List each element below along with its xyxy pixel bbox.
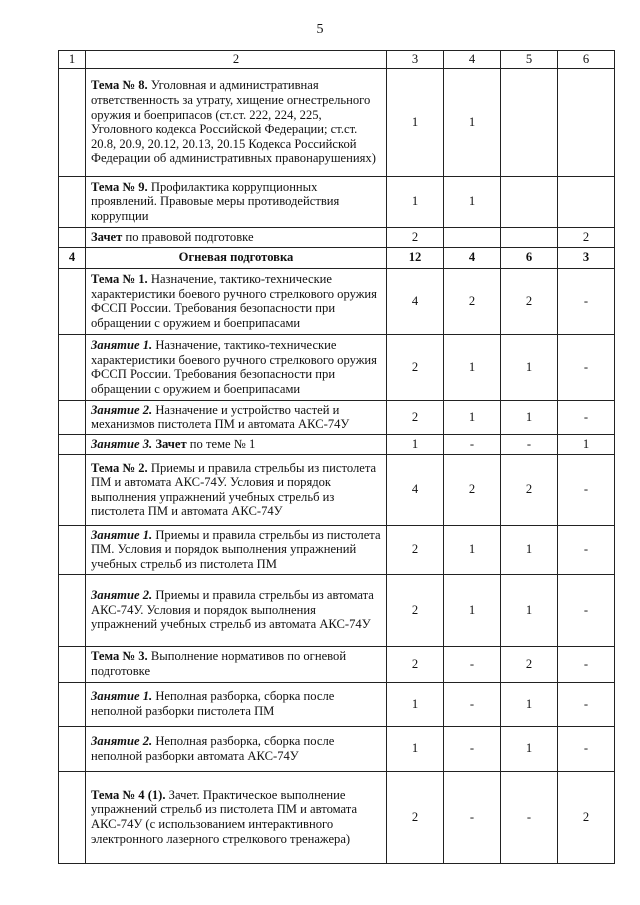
topic-label: Тема № 3. (91, 649, 148, 664)
page-number: 5 (316, 22, 324, 37)
description-cell (86, 176, 387, 227)
lesson-label: Занятие 2. (91, 402, 153, 417)
description-cell (86, 68, 387, 176)
topic-label: Тема № 2. (91, 460, 148, 475)
row-number-cell (59, 454, 86, 525)
hours-cell: 2 (387, 227, 444, 247)
hours-cell: 3 (558, 247, 615, 268)
header-cell: 6 (558, 51, 615, 69)
description-cell (86, 334, 387, 400)
topic-row (59, 646, 615, 682)
hours-cell (501, 227, 558, 247)
description-text: Неполная разборка, сборка после неполной разборки автомата АКС-74У (91, 733, 335, 763)
lesson-label: Занятие 3. (91, 436, 153, 451)
hours-cell (501, 176, 558, 227)
description-text: Приемы и правила стрельбы из пистолета ПМ. Условия и порядок выполнения упражнений учебных стрельб из пистолета ПМ (91, 527, 381, 571)
hours-cell: - (444, 646, 501, 682)
lesson-row (59, 400, 615, 434)
row-number-cell (59, 400, 86, 434)
row-number-cell (59, 176, 86, 227)
description-text: Приемы и правила стрельбы из пистолета ПМ и автомата АКС-74У. Условия и порядок выполнения упражнений учебных стрельб из пистолета ПМ и автомата АКС-74У (91, 460, 377, 519)
table-body (59, 68, 615, 863)
hours-cell: 2 (501, 268, 558, 334)
lesson-label: Занятие 2. (91, 588, 153, 603)
hours-cell: - (501, 434, 558, 454)
topic-label: Тема № 9. (91, 179, 148, 194)
hours-cell: - (444, 771, 501, 863)
topic-row (59, 771, 615, 863)
hours-cell: 1 (387, 434, 444, 454)
hours-cell: 12 (387, 247, 444, 268)
topic-row (59, 176, 615, 227)
hours-cell: 1 (444, 334, 501, 400)
topic-label: Тема № 4 (1). (91, 787, 166, 802)
lesson-row (59, 525, 615, 574)
lesson-label: Занятие 1. (91, 337, 153, 352)
hours-cell: 1 (501, 400, 558, 434)
hours-cell: - (444, 682, 501, 726)
header-cell: 3 (387, 51, 444, 69)
description-cell (86, 646, 387, 682)
hours-cell: 1 (387, 726, 444, 771)
hours-cell: 1 (444, 525, 501, 574)
hours-cell: - (558, 400, 615, 434)
hours-cell: - (501, 771, 558, 863)
hours-cell: 1 (387, 682, 444, 726)
row-number-cell (59, 525, 86, 574)
header-cell: 4 (444, 51, 501, 69)
hours-cell: 6 (501, 247, 558, 268)
topic-label: Тема № 1. (91, 271, 148, 286)
row-number-cell (59, 574, 86, 646)
hours-cell: 1 (501, 726, 558, 771)
description-cell (86, 771, 387, 863)
hours-cell: 1 (387, 68, 444, 176)
hours-cell: - (558, 525, 615, 574)
lesson-row (59, 434, 615, 454)
hours-cell: 2 (558, 227, 615, 247)
description-cell (86, 268, 387, 334)
hours-cell (444, 227, 501, 247)
header-row (59, 51, 615, 69)
hours-cell: 4 (444, 247, 501, 268)
hours-cell: 1 (387, 176, 444, 227)
hours-cell: 2 (387, 646, 444, 682)
description-cell (86, 574, 387, 646)
lesson-label: Занятие 1. (91, 689, 153, 704)
hours-cell: 4 (387, 268, 444, 334)
row-number-cell (59, 771, 86, 863)
description-cell (86, 682, 387, 726)
hours-cell: - (558, 268, 615, 334)
header-cell: 2 (86, 51, 387, 69)
topic-label: Зачет (91, 229, 123, 244)
description-text: Назначение, тактико-технические характеристики боевого ручного стрелкового оружия ФССП России. Требования безопасности при обращении с оружием и боеприпасами (91, 337, 377, 396)
hours-cell: 2 (444, 268, 501, 334)
description-cell (86, 227, 387, 247)
hours-cell: 1 (444, 574, 501, 646)
topic-row (59, 227, 615, 247)
hours-cell (558, 68, 615, 176)
description-text: Назначение и устройство частей и механизмов пистолета ПМ и автомата АКС-74У (91, 402, 350, 432)
hours-cell (558, 176, 615, 227)
hours-cell (501, 68, 558, 176)
row-number-cell (59, 334, 86, 400)
hours-cell: 2 (387, 525, 444, 574)
row-number-cell (59, 227, 86, 247)
row-number-cell: 4 (59, 247, 86, 268)
row-number-cell (59, 682, 86, 726)
header-cell: 1 (59, 51, 86, 69)
hours-cell: - (558, 574, 615, 646)
header-cell: 5 (501, 51, 558, 69)
row-number-cell (59, 726, 86, 771)
description-text: Неполная разборка, сборка после неполной разборки пистолета ПМ (91, 689, 335, 719)
hours-cell: - (558, 682, 615, 726)
curriculum-table (58, 50, 615, 864)
hours-cell: - (444, 434, 501, 454)
description-text: Выполнение нормативов по огневой подготовке (91, 649, 347, 679)
section-row (59, 247, 615, 268)
hours-cell: 1 (501, 682, 558, 726)
description-cell (86, 454, 387, 525)
hours-cell: 2 (558, 771, 615, 863)
topic-row (59, 454, 615, 525)
hours-cell: - (558, 454, 615, 525)
row-number-cell (59, 646, 86, 682)
hours-cell: - (444, 726, 501, 771)
row-number-cell (59, 434, 86, 454)
topic-row (59, 268, 615, 334)
description-text: Профилактика коррупционных проявлений. Правовые меры противодействия коррупции (91, 179, 340, 223)
lesson-row (59, 574, 615, 646)
description-cell (86, 726, 387, 771)
lesson-row (59, 334, 615, 400)
hours-cell: 1 (444, 176, 501, 227)
lesson-label: Занятие 2. (91, 733, 153, 748)
description-cell (86, 400, 387, 434)
hours-cell: - (558, 334, 615, 400)
lesson-row (59, 682, 615, 726)
hours-cell: - (558, 726, 615, 771)
hours-cell: 1 (501, 574, 558, 646)
hours-cell: 1 (444, 68, 501, 176)
description-cell: Огневая подготовка (86, 247, 387, 268)
hours-cell: 4 (387, 454, 444, 525)
hours-cell: 2 (387, 334, 444, 400)
topic-row (59, 68, 615, 176)
description-text: Приемы и правила стрельбы из автомата АКС-74У. Условия и порядок выполнения упражнений учебных стрельб из автомата АКС-74У (91, 588, 374, 632)
topic-label: Тема № 8. (91, 78, 148, 93)
hours-cell: 1 (501, 525, 558, 574)
hours-cell: 2 (387, 574, 444, 646)
hours-cell: 1 (501, 334, 558, 400)
description-cell (86, 525, 387, 574)
row-number-cell (59, 268, 86, 334)
lesson-row (59, 726, 615, 771)
hours-cell: 1 (558, 434, 615, 454)
row-number-cell (59, 68, 86, 176)
hours-cell: 2 (387, 771, 444, 863)
description-text: по правовой подготовке (122, 229, 254, 244)
hours-cell: - (558, 646, 615, 682)
hours-cell: 1 (444, 400, 501, 434)
hours-cell: 2 (501, 454, 558, 525)
hours-cell: 2 (387, 400, 444, 434)
description-text: Зачет по теме № 1 (155, 436, 256, 451)
description-cell (86, 434, 387, 454)
description-text: Назначение, тактико-технические характеристики боевого ручного стрелкового оружия ФССП России. Требования безопасности при обращении с оружием и боеприпасами (91, 271, 377, 330)
hours-cell: 2 (501, 646, 558, 682)
description-text: Уголовная и административная ответственность за утрату, хищение огнестрельного оружия и боеприпасов (ст.ст. 222, 224, 225, Уголовного кодекса Российской Федерации; ст.ст. 20.8, 20.9, 20.12, 20.13, 20.15 Кодекса Российской Федерации об административных правонарушениях) (91, 78, 376, 166)
description-text: Зачет. Практическое выполнение упражнений стрельб из пистолета ПМ и автомата АКС-74У (с использованием интерактивного электронного лазерного стрелкового тренажера) (91, 787, 358, 846)
lesson-label: Занятие 1. (91, 527, 153, 542)
hours-cell: 2 (444, 454, 501, 525)
